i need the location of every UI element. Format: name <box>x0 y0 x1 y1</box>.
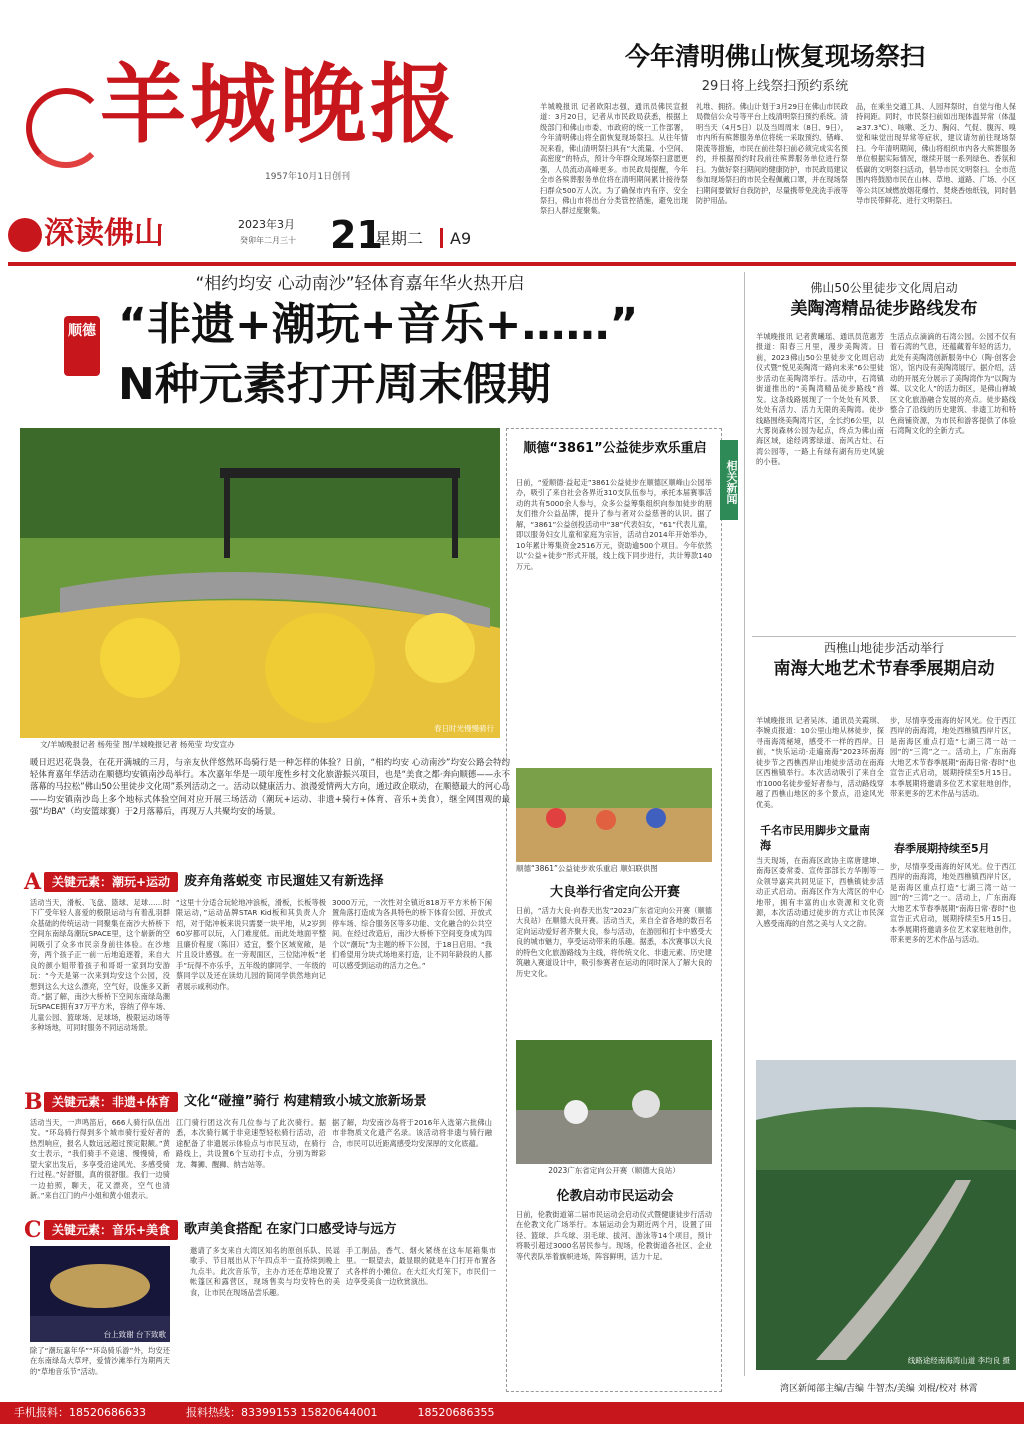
section-a-col1: 活动当天，滑板、飞盘、篮球、足球……时下广受年轻人喜爱的极限运动与有着乱羽群众基础的传统运动一同聚集在南沙大桥桥下空间东南绿岛潮玩SPACE里，这个崭新的空间吸引了众多市民亲身前往体验。在沙地旁，两个孩子正一前一后地追逐着，来自大良的颜小姐带着孩子和哥哥一家到均安游玩：“今天是第一次来到均安这个公园，没想到这么大这么漂亮，空气好，设施多又新奇。”据了解，南沙大桥桥下空间东南绿岛潮玩SPACE拥有37万平方米，容纳了停车场、儿童公园、篮球场、足球场，极限运动场等多种场地，可同时服务不同运动场景。 <box>30 898 170 1033</box>
main-photo <box>20 428 500 738</box>
issue-weekday: 星期二 <box>375 229 424 248</box>
right-kicker-2: 西樵山地徒步活动举行 <box>823 641 944 655</box>
section-logo-icon <box>8 218 42 252</box>
top-story-subhead: 29日将上线祭扫预约系统 <box>701 79 849 94</box>
top-story-headline: 今年清明佛山恢复现场祭扫 <box>624 42 925 71</box>
concert-photo-caption: 台上致谢 台下致歌 <box>103 1329 166 1339</box>
section-c-col2: 邀请了多支来自大湾区知名的原创乐队、民谣歌手、节目展出从下午四点半一直持续到晚上九点半。此次音乐节，主办方还在草地设置了帐篷区和露营区，现场售卖与均安特色的美食，让市民在现场品尝乐趣。 <box>190 1246 340 1297</box>
story1-body: 日前，“爱顺德·益起走”3861公益徒步在顺德区顺峰山公园举办，吸引了来自社会各界近310支队伍参与，承托本届赛事活动的共有5000余人参与，众多公益筹集组织向参加徒步的朋友们推介公益品牌，提升了参与者对公益慈善的认识。据了解，“3861”公益创投活动中“38”代表妇女，“61”代表儿童，即以服务妇女儿童和家庭为宗旨，活动自2014年开始举办，10年累计筹集资金2516万元，资助逾500个项目。今年依然以“公益+徒步”形式开展，线上线下同步进行，共计筹款140万元。 <box>516 478 712 571</box>
related-news-tag: 相关新闻 <box>720 440 738 520</box>
right-story2-col1b: 当天现场，在南海区政协主席唐建坤、南海区委常委、宣传部部长方华刚等一众领导嘉宾共同见证下，西樵镇徒步活动正式启动。南海区作为大湾区的中心地带，拥有丰富的山水资源和文化资源，本次活动通过徒步的方式让市民深入感受南海的自然之美与人文之韵。 <box>756 856 884 928</box>
section-c-label: 关键元素：音乐+美食 <box>44 1220 178 1240</box>
right-kicker-1: 佛山50公里徒步文化周启动 <box>810 281 958 295</box>
page-number: A9 <box>450 229 472 248</box>
section-rule <box>8 262 1016 266</box>
masthead-title: 羊城晚报 <box>100 54 460 155</box>
issue-day: 21 <box>330 213 383 257</box>
story3-title: 伦教启动市民运动会 <box>556 1189 674 1204</box>
mountain-trail-image <box>756 1060 1016 1370</box>
hotline-3: 18520686355 <box>417 1405 495 1419</box>
story1-caption: 顺德“3861”公益徒步欢乐重启 顺妇联供图 <box>516 864 658 873</box>
issue-date: 2023年3月 <box>238 218 295 231</box>
trail-photo-caption: 线路途经南海湾山道 李均良 摄 <box>907 1355 1010 1365</box>
concert-photo <box>30 1246 170 1342</box>
right-story2-subhead-a: 千名市民用脚步文量南海 <box>760 824 870 852</box>
right-story1-col2: 生活点点滴滴的石湾公园。公园不仅有着石湾的气息，还蕴藏着年轻的活力，此处有美陶湾创新服务中心（陶·创客会馆），馆内设有美陶湾展厅。据介绍，活动的开展充分展示了美陶湾作为“以陶为媒、以文化人”的活力街区，是佛山禅城区文化旅游融合发展的亮点。徒步路线整合了沿线的历史建筑、非遗工坊和特色商铺资源，为市民和游客提供了体验石湾陶文化的全新方式。 <box>890 332 1016 435</box>
section-a-col3: 3000万元，一次性对全镇近818万平方米桥下闲置角落打造成为各具特色的桥下体育公园、开放式停车场、综合服务区等多功能、文化融合的公共空间。在经过改造后，南沙大桥桥下空间变身成为四个以“潮玩”为主题的桥下公园，于18日启用。“我们希望用分块式场地来打造，让不同年龄段的人都可以感受到运动的活力之色。” <box>332 898 492 970</box>
feature-headline-1: “非遗+潮玩+音乐+……” <box>118 299 639 350</box>
section-c-col1: 除了“潮玩嘉年华”“环岛骑乐游”外，均安还在东南绿岛大草坪，爱情沙滩举行为期两天的“草地音乐节”活动。 <box>30 1346 170 1376</box>
right-story-divider <box>752 636 1016 637</box>
right-story2-col2: 步，尽情享受南海的好风光。位于西江西岸的南海湾，地处西樵镇西岸片区，是南海区重点打造“七湖三湾一站一园”的“三湾”之一。活动上，广东南海大地艺术节春季展期“南海日常·春时”也宣告正式启动，展期持续至5月15日。本季展期将邀请多位艺术家驻地创作，带来更多的艺术作品与活动。 <box>890 716 1016 799</box>
section-b-col2: 江门骑行团这次有几位参与了此次骑行。据悉，本次骑行属于非竞速型轻松骑行活动，沿途配备了非遗展示体验点与市民互动，在骑行路线上，共设置6个互动打卡点，分别为辫彩龙、舞狮、醒狮、纳吉站等。 <box>176 1118 326 1169</box>
story1-photo <box>516 768 712 862</box>
feature-kicker: “相约均安 心动南沙”轻体育嘉年华火热开启 <box>195 274 525 294</box>
top-story-col2: 礼堆、拥挤。佛山计划于3月29日在佛山市民政局微信公众号等平台上线清明祭扫预约系统。清明当天（4月5日）以及当周周末（8日、9日），市内所有殡葬服务单位将统一采取预约、错峰、限流等措施，市民在前往祭扫前必须完成实名预约，并根据预约时段前往殡葬服务单位进行祭扫。为做好祭扫期间的健康防护，市民政局建议参加现场祭扫的市民全程佩戴口罩，并在现场祭扫期间要做好自我防护，尽量携带免洗洗手液等防护用品。 <box>696 102 848 205</box>
editor-credits: 湾区新闻部主编/吉编 牛智杰/美编 刘棍/校对 林霄 <box>780 1384 978 1394</box>
right-story2-col1: 羊城晚报讯 记者吴沐、通讯员关霞琪、李婉贞报道：10公里山地从林徒步，探寻南海湾秘境，感受不一样的西岸。日前，“快乐运动·走遍南海”2023环南海徒步节之西樵西岸山地徒步活动在南海区西樵镇举行。本次活动吸引了来自全市1000名徒步爱好者参与，活动路线穿越了西樵山地区的多个景点，沿途风光优美。 <box>756 716 884 809</box>
section-a-title: 废弃角落蜕变 市民遛娃又有新选择 <box>184 874 384 889</box>
right-story1-col1: 羊城晚报讯 记者黄曦瑶、通讯员范惠芳报道：阳春三月里，漫步美陶湾。日前，2023佛山50公里徒步文化周启动仪式暨“悦见美陶湾一路向未来”6公里徒步活动在美陶湾举行。活动中，石湾镇街道推出的“美陶湾精品徒步路线”首发。这条线路展现了一个处处有风景、处处有活力、活力无限的美陶湾。徒步线路围绕美陶湾片区，全长约6公里，以大雾岗森林公园为起点，终点为佛山南海区域，途经鸿雾绿道、南风古灶、石湾公园等，一路上有绿有湖有历史风貌的小巷。 <box>756 332 884 467</box>
feature-headline-2: N种元素打开周末假期 <box>118 359 551 410</box>
masthead-logo-swirl <box>26 88 106 168</box>
story3-body: 日前，伦教街道第二届市民运动会启动仪式暨健康徒步行活动在伦教文化广场举行。本届运动会为期近两个月，设置了田径、篮球、乒乓球、羽毛球、拔河、游泳等14个项目，预计将吸引超过3000名居民参与。现场，伦教街道各社区、企业等代表队举着旗帜进场，阵容鲜明，活力十足。 <box>516 1210 712 1261</box>
section-b-col1: 活动当天，一声鸣笛后，666人骑行队伍出发。“环岛骑行得到多个城市骑行爱好者的热烈响应，报名人数远远超过预定限额。”黄女士表示，“我们骑手不竞速、慢慢骑，希望大家出发后，多享受沿途风光、多感受骑行过程。”好舒服，真的很舒服。我们一边骑一边拍照，聊天，花又漂亮，空气也清新。”来自江门的卢小姐和黄小姐表示。 <box>30 1118 170 1201</box>
section-c-letter: C <box>24 1217 42 1243</box>
story1-title: 顺德“3861”公益徒步欢乐重启 <box>523 441 707 456</box>
story2-photo <box>516 1040 712 1164</box>
section-a-letter: A <box>24 869 42 895</box>
story2-caption: 2023广东省定向公开赛（顺德大良站） <box>548 1166 680 1175</box>
lunar-date: 癸卯年二月三十 <box>240 236 296 245</box>
top-story-col3: 品，在乘坐交通工具、人园拜祭时，自觉与他人保持间距。同时，市民祭扫前如出现体温异常（体温≥37.3℃）、咳嗽、乏力、胸闷、气促、腹泻、嗅觉和味觉出现异常等症状，建议请勿前往现场祭扫。今年清明期间，佛山将组织市内各大殡葬服务单位根据实际情况，继续开展一系列绿色、香氛和低碳的文明祭扫活动，倡导市民文明祭扫。全市范围内将鼓励市民在山林、草地、道路、广场、小区等公共区域燃放烟花爆竹、焚烧香烛纸钱，同时倡导市民带鲜花、进行文明祭扫。 <box>856 102 1016 205</box>
right-column-divider <box>744 272 745 1376</box>
section-c-title: 歌声美食搭配 在家门口感受诗与远方 <box>184 1222 397 1237</box>
right-story2-subhead-b: 春季展期持续至5月 <box>894 842 990 855</box>
photo-credit: 文/羊城晚报记者 杨苑莹 图/羊城晚报记者 杨苑莹 均安宣办 <box>40 740 235 749</box>
right-title-2: 南海大地艺术节春季展期启动 <box>773 659 995 679</box>
photo-watermark: 春日时光慢慢骑行 <box>434 723 494 733</box>
hotline-2: 报料热线：83399153 15820644001 <box>185 1405 378 1419</box>
story2-title: 大良举行省定向公开赛 <box>549 885 680 900</box>
section-c-col3: 手工制品，香气、烟火紧绕在这车尾箱集市里。一眼望去，最显眼的就是车门打开布置各式各样的小摊位。在大红火灯笼下，市民们一边享受美食一边欣赏演出。 <box>346 1246 496 1287</box>
district-tag: 顺德 <box>64 316 100 376</box>
walkers-photo <box>516 768 712 862</box>
section-name: 深读佛山 <box>44 216 164 251</box>
trail-photo <box>756 1060 1016 1370</box>
section-b-letter: B <box>24 1089 43 1115</box>
section-a-col2: “这里十分适合玩轮地冲浪板，滑板，长板等极限运动，”运动品牌STAR Kid板和其负责人介绍，对于陆冲板来说只需要一块平地，从2岁到60岁都可以玩，入门难度低。而此处地面平整且廉价程度（陈旧）适宜，整个区域宽敞，是片且设计感强。在一旁观面区，三位陆冲板“老手”玩得不亦乐乎，五年级的廖同学、一年级的蔡同学以及还在读幼儿园的简同学供然地向记者展示咸利动作。 <box>176 898 326 991</box>
page-marker <box>440 228 443 248</box>
top-story-col1: 羊城晚报讯 记者欧阳志强，通讯员佛民宣报道：3月20日，记者从市民政局获悉，根据上级部门和佛山市委、市政府的统一工作部署，今年清明佛山将全面恢复现场祭扫。从往年情况来看，佛山清明祭扫具有“大流量、小空间、高密度”的特点，预计今年群众现场祭扫意愿更强，人员流动高峰更多。市民政局提醒，今年全市各殡葬服务单位将在清明期间累计接待祭扫群众500万人次。为了确保市内有序、安全祭扫，佛山市将出台分类管控措施，避免出现祭扫人群过度聚集。 <box>540 102 688 216</box>
cycling-photo <box>20 428 500 738</box>
right-title-1: 美陶湾精品徒步路线发布 <box>790 299 978 319</box>
hotline-footer <box>0 1402 1024 1424</box>
right-story2-col2b: 步，尽情享受南海的好风光。位于西江西岸的南海湾，地处西樵镇西岸片区，是南海区重点打造“七湖三湾一站一园”的“三湾”之一。活动上，广东南海大地艺术节春季展期“南海日常·春时”也宣告正式启动，展期持续至5月15日。本季展期将邀请多位艺术家驻地创作，带来更多的艺术作品与活动。 <box>890 862 1016 945</box>
hotline-1: 手机报料：18520686633 <box>14 1405 146 1419</box>
masthead-founded: 1957年10月1日创刊 <box>265 172 351 182</box>
section-b-title: 文化“碰撞”骑行 构建精致小城文旅新场景 <box>184 1094 427 1109</box>
feature-lead: 暖日迟迟花袅袅，在花开满城的三月，与亲友伙伴悠然环岛骑行是一种怎样的体验？日前，“相约均安 心动南沙”均安公路会特约轻体育嘉年华活动在顺德均安镇南沙岛举行。本次嘉年华是一项年度性乡村文化旅游振兴项目，也是“美食之都·奔向顺德——永不落幕的马拉松”佛山50公里徒步文化周”系列活动之一。活动以健康活力、浪漫爱情两大方向，通过政企联动，在顺德最大的河心岛——均安镇南沙岛上多个地标式体验空间对应开展三场活动（潮玩+运动、非遗+骑行+体育、音乐+美食），继全网围观的最强“均BA”（均安篮球赛）于2月落幕后，再现万人共聚均安的场景。 <box>30 757 510 816</box>
section-a-label: 关键元素：潮玩+运动 <box>44 872 178 892</box>
concert-stage-image <box>30 1246 170 1342</box>
section-b-col3: 据了解，均安南沙岛将于2016年入选第六批佛山市非物质文化遗产名录。该活动将非遗与骑行融合，市民可以近距离感受均安深厚的文化底蕴。 <box>332 1118 492 1148</box>
section-b-label: 关键元素：非遗+体育 <box>44 1092 178 1112</box>
runners-photo <box>516 1040 712 1164</box>
story2-body: 日前，“活力大良·向春天出发”2023广东省定向公开赛（顺德大良站）在顺德大良开赛。活动当天，来自全省各地的数百名定向运动爱好者齐聚大良，参与活动，在游园和打卡中感受大良的城市魅力，享受运动带来的乐趣。据悉，本次赛事以大良的特色文化旅游路线为主线，将传统文化、非遗元素、历史建筑融入赛道设计中，吸引参赛者在运动的同时深入了解大良的历史文化。 <box>516 906 712 978</box>
